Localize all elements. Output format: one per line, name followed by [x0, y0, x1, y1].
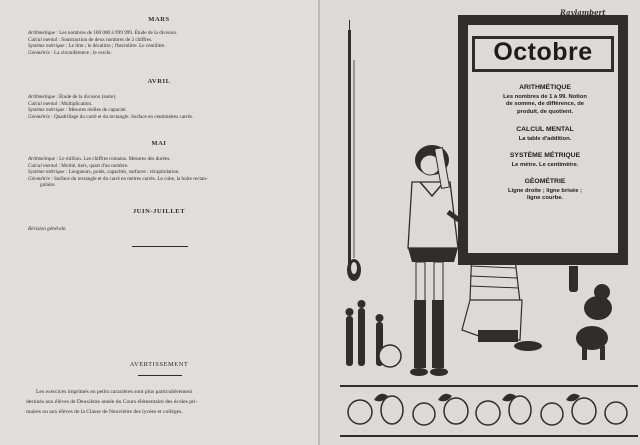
month-heading-juin-juillet: JUIN-JUILLET [132, 208, 186, 215]
avril-line-3: Système métrique : Mesures réelles de capacité. [28, 107, 127, 114]
avertissement-heading: AVERTISSEMENT [129, 361, 189, 368]
mars-line-3: Système métrique : Le litre ; le décalitre ; l'hectolitre. Le centilitre. [28, 43, 166, 50]
month-heading-avril: AVRIL [147, 78, 171, 85]
mai-line-2: Calcul mental : Moitié, tiers, quart d'un nombre. [28, 162, 129, 169]
fruit-frieze [340, 385, 638, 437]
section-title-arithmetique: ARITHMÉTIQUE [519, 84, 571, 91]
avril-program [28, 94, 298, 120]
month-title: Octobre [493, 38, 593, 66]
mai-line-3: Système métrique : Longueurs, poids, capacités, surfaces : récapitulation. [28, 169, 180, 176]
artist-signature: Raylambert [560, 8, 606, 17]
left-page [0, 0, 318, 445]
juin-juillet-line: Révision générale. [28, 226, 67, 232]
section-text-systeme-metrique: Le mètre. Le centimètre. [511, 162, 579, 168]
section-text-arithmetique: Les nombres de 1 à 99. Notion de somme, de différence, de produit, de quotient. [503, 94, 587, 115]
avertissement-divider [138, 375, 182, 376]
month-heading-mai: MAI [151, 140, 167, 147]
mai-line-4: Géométrie : Surface du rectangle et du carré en mètres carrés. Le cube, la boîte rectan- [28, 175, 208, 182]
section-text-calcul-mental: La table d'addition. [518, 136, 572, 142]
juin-juillet-program [28, 226, 298, 233]
section-title-calcul-mental: CALCUL MENTAL [516, 126, 574, 133]
mai-program [28, 156, 298, 189]
avril-line-2: Calcul mental : Multiplication. [28, 100, 93, 107]
section-title-systeme-metrique: SYSTÈME MÉTRIQUE [509, 152, 581, 159]
mars-line-2: Calcul mental : Soustraction de deux nombres de 2 chiffres. [28, 36, 153, 43]
mars-line-1: Arithmétique : Les nombres de 100 000 à 999 999. Étude de la division. [28, 30, 178, 36]
measuring-pole [348, 30, 351, 270]
avertissement-line-1: Les exercices imprimés en petits caractères sont plus particulièrement [36, 389, 193, 395]
section-title-geometrie: GÉOMÉTRIE [524, 178, 566, 185]
month-heading-mars: MARS [148, 16, 170, 23]
mai-line-1: Arithmétique : Le million. Les chiffres romains. Mesures des durées. [28, 156, 171, 162]
section-text-geometrie: Ligne droite ; ligne brisée ; ligne courbe. [507, 188, 583, 202]
mai-line-5: gulaire. [40, 182, 56, 189]
dog-figure [576, 284, 612, 360]
mars-program [28, 30, 298, 56]
mars-line-4: Géométrie : La circonférence ; le cercle. [28, 49, 112, 56]
avril-line-1: Arithmétique : Étude de la division (suite). [28, 94, 117, 100]
avertissement-line-3: maires ou aux élèves de la Classe de Neuvième des lycées et collèges. [26, 409, 183, 415]
avril-line-4: Géométrie : Quadrillage du carré et du rectangle. Surface en centimètres carrés. [28, 113, 194, 120]
avertissement-line-2: destinés aux élèves de Deuxième année du Cours élémentaire des écoles pri- [26, 399, 198, 405]
skittles-left [346, 300, 402, 367]
avertissement-text [26, 387, 306, 417]
section-divider [132, 246, 188, 247]
girl-figure [408, 145, 458, 376]
